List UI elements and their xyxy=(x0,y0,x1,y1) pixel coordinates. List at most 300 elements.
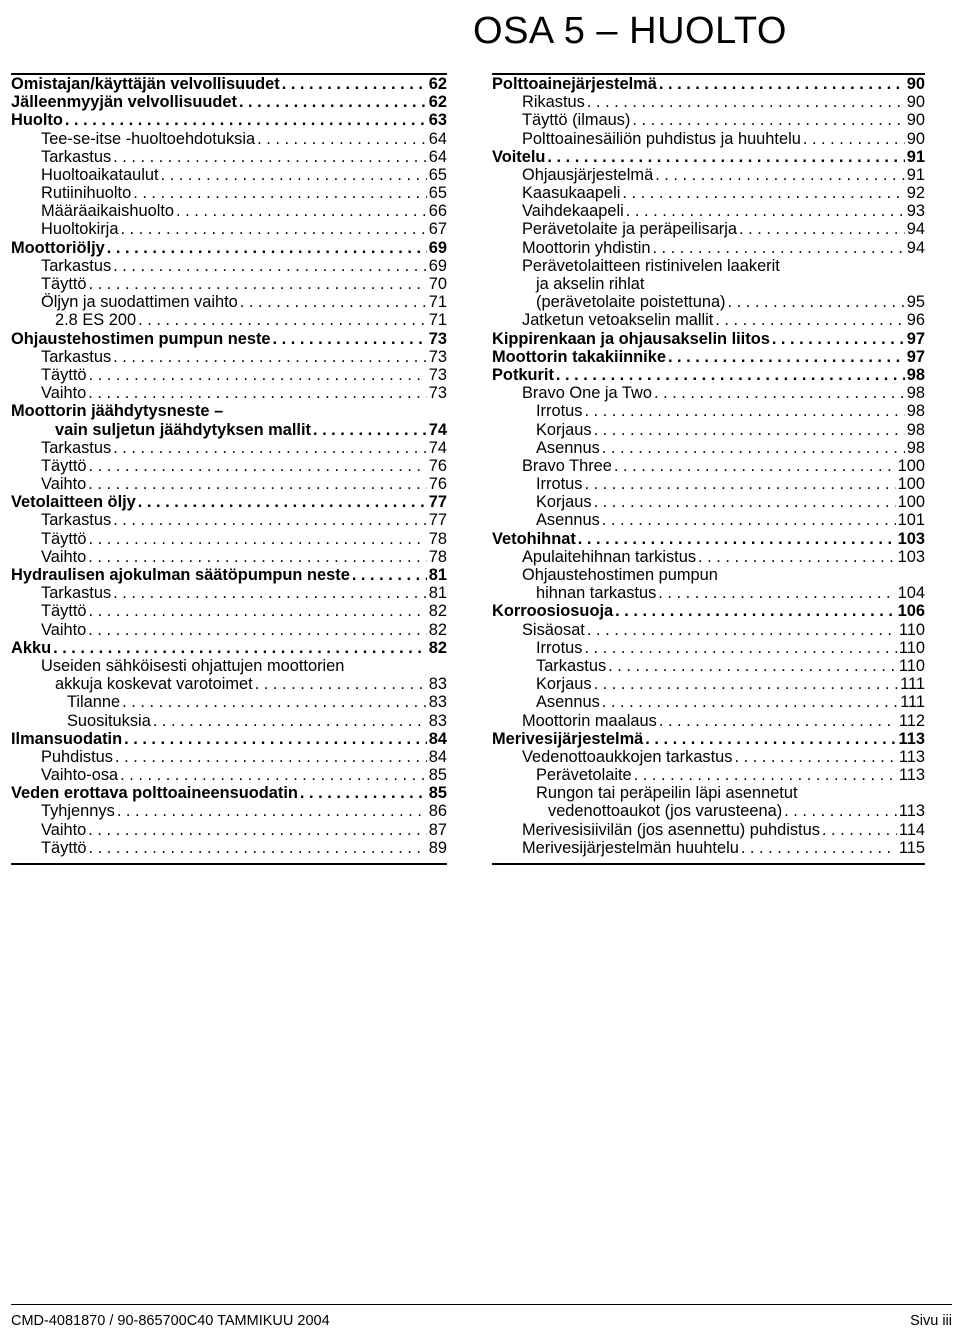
toc-entry xyxy=(11,803,447,821)
toc-entry-title: Polttoainejärjestelmä xyxy=(492,75,657,93)
toc-entry-page: 104 xyxy=(897,584,925,603)
toc-entry-title: Täyttö xyxy=(41,602,87,621)
toc-entry-title: Moottoriöljy xyxy=(11,238,105,257)
dot-leader xyxy=(282,75,427,93)
toc-entry-page: 67 xyxy=(428,220,447,239)
toc-entry-page: 84 xyxy=(428,729,447,748)
toc-entry-title: Suosituksia xyxy=(67,711,151,730)
toc-entry-page: 98 xyxy=(906,402,925,421)
dot-leader xyxy=(784,803,897,821)
toc-entry-title: Täyttö xyxy=(41,456,87,475)
dot-leader xyxy=(107,239,427,257)
toc-entry-title: Vetohihnat xyxy=(492,529,576,548)
toc-entry xyxy=(11,730,447,748)
toc-entry xyxy=(492,839,925,857)
toc-entry-title: Perävetolaite xyxy=(536,766,632,785)
toc-entry xyxy=(11,566,447,584)
toc-entry-title: Tarkastus xyxy=(41,438,112,457)
toc-entry-title: Tee-se-itse -huoltoehdotuksia xyxy=(41,129,256,148)
toc-entry xyxy=(11,657,447,675)
dot-leader xyxy=(626,202,905,220)
toc-entry-page: 65 xyxy=(428,184,447,203)
toc-entry-title: Puhdistus xyxy=(41,747,113,766)
toc-entry xyxy=(11,166,447,184)
dot-leader xyxy=(176,202,427,220)
dot-leader xyxy=(120,766,427,784)
toc-entry-title: Huoltoaikataulut xyxy=(41,165,159,184)
dot-leader xyxy=(614,457,896,475)
dot-leader xyxy=(659,712,897,730)
dot-leader xyxy=(584,475,895,493)
dot-leader xyxy=(741,839,897,857)
dot-leader xyxy=(120,221,426,239)
toc-entry-page: 96 xyxy=(906,311,925,330)
toc-entry xyxy=(492,93,925,111)
toc-entry-page: 101 xyxy=(897,511,925,530)
dot-leader xyxy=(634,766,897,784)
toc-entry xyxy=(11,639,447,657)
toc-entry xyxy=(492,712,925,730)
toc-entry-page: 89 xyxy=(428,838,447,857)
toc-entry-page: 69 xyxy=(428,238,447,257)
toc-entry-title: vain suljetun jäähdytyksen mallit xyxy=(55,420,311,439)
toc-entry-page: 113 xyxy=(898,766,925,785)
toc-entry-title: Kaasukaapeli xyxy=(522,184,621,203)
toc-entry-page: 66 xyxy=(428,202,447,221)
dot-leader xyxy=(124,730,427,748)
dot-leader xyxy=(602,693,898,711)
toc-entry-title: Vaihto-osa xyxy=(41,766,119,785)
toc-entry-page: 111 xyxy=(900,675,925,694)
dot-leader xyxy=(658,584,895,602)
toc-entry xyxy=(492,202,925,220)
dot-leader xyxy=(113,148,427,166)
toc-entry xyxy=(492,402,925,420)
toc-entry xyxy=(492,803,925,821)
toc-entry xyxy=(492,366,925,384)
toc-entry-title: Vaihto xyxy=(41,384,87,403)
toc-entry xyxy=(492,75,925,93)
toc-entry-page: 91 xyxy=(906,165,925,184)
toc-entry-page: 83 xyxy=(428,675,447,694)
dot-leader xyxy=(89,839,427,857)
toc-entry-page: 74 xyxy=(428,420,447,439)
toc-entry xyxy=(11,784,447,802)
toc-entry-page: 100 xyxy=(897,493,925,512)
toc-entry-title: Ilmansuodatin xyxy=(11,729,123,748)
toc-entry-page: 87 xyxy=(428,820,447,839)
dot-leader xyxy=(115,748,427,766)
toc-entry-page: 73 xyxy=(428,384,447,403)
toc-entry-title: Täyttö (ilmaus) xyxy=(522,111,631,130)
dot-leader xyxy=(88,548,427,566)
dot-leader xyxy=(89,457,427,475)
toc-entry-title: Kippirenkaan ja ohjausakselin liitos xyxy=(492,329,770,348)
toc-entry-page: 86 xyxy=(428,802,447,821)
toc-entry xyxy=(492,166,925,184)
dot-leader xyxy=(113,257,427,275)
toc-entry-page: 73 xyxy=(428,347,447,366)
dot-leader xyxy=(735,748,897,766)
toc-entry xyxy=(492,821,925,839)
toc-entry xyxy=(11,93,447,111)
dot-leader xyxy=(138,493,427,511)
toc-entry-title: Sisäosat xyxy=(522,620,585,639)
toc-entry xyxy=(492,621,925,639)
toc-entry-page: 103 xyxy=(897,547,925,566)
toc-entry-page: 77 xyxy=(428,493,447,512)
toc-entry xyxy=(11,530,447,548)
toc-entry-page: 112 xyxy=(898,711,925,730)
page-footer xyxy=(11,1304,952,1329)
dot-leader xyxy=(822,821,897,839)
toc-entry-page: 78 xyxy=(428,547,447,566)
toc-entry-title: Vaihto xyxy=(41,475,87,494)
toc-entry xyxy=(492,257,925,275)
dot-leader xyxy=(88,384,427,402)
dot-leader xyxy=(113,512,427,530)
toc-entry xyxy=(11,293,447,311)
toc-entry-page: 110 xyxy=(898,638,925,657)
toc-entry xyxy=(11,621,447,639)
toc-entry-page: 98 xyxy=(906,420,925,439)
toc-entry-title: Rutiinihuolto xyxy=(41,184,132,203)
dot-leader xyxy=(153,712,427,730)
dot-leader xyxy=(113,584,427,602)
toc-entry xyxy=(11,221,447,239)
toc-entry-title: Merivesisiivilän (jos asennettu) puhdistus xyxy=(522,820,820,839)
toc-entry xyxy=(492,239,925,257)
toc-entry xyxy=(492,748,925,766)
toc-entry-page: 92 xyxy=(906,184,925,203)
toc-entry xyxy=(492,184,925,202)
dot-leader xyxy=(117,803,427,821)
dot-leader xyxy=(608,657,897,675)
toc-entry-title: Akku xyxy=(11,638,52,657)
toc-entry-page: 85 xyxy=(428,766,447,785)
toc-entry xyxy=(11,239,447,257)
toc-entry xyxy=(492,584,925,602)
dot-leader xyxy=(556,366,905,384)
toc-entry xyxy=(11,457,447,475)
toc-entry xyxy=(11,766,447,784)
dot-leader xyxy=(587,621,897,639)
toc-entry xyxy=(492,293,925,311)
toc-entry xyxy=(11,602,447,620)
toc-entry-title: Asennus xyxy=(536,511,600,530)
toc-entry xyxy=(11,402,447,420)
dot-leader xyxy=(632,111,904,129)
toc-column-left xyxy=(11,73,447,865)
dot-leader xyxy=(89,602,427,620)
toc-entry-title: Vaihdekaapeli xyxy=(522,202,624,221)
toc-list xyxy=(492,75,925,857)
page-title: OSA 5 – HUOLTO xyxy=(473,10,787,52)
toc-entry xyxy=(11,75,447,93)
dot-leader xyxy=(728,293,905,311)
toc-entry-page: 74 xyxy=(428,438,447,457)
toc-entry-title: Tarkastus xyxy=(41,147,112,166)
toc-entry xyxy=(11,148,447,166)
dot-leader xyxy=(622,184,904,202)
dot-leader xyxy=(89,366,427,384)
dot-leader xyxy=(133,184,427,202)
toc-entry-title: Vaihto xyxy=(41,547,87,566)
dot-leader xyxy=(654,384,905,402)
toc-entry-page: 94 xyxy=(906,238,925,257)
toc-entry-title: Hydraulisen ajokulman säätöpumpun neste xyxy=(11,566,350,585)
toc-entry xyxy=(492,221,925,239)
toc-entry-page: 62 xyxy=(428,93,447,112)
dot-leader xyxy=(257,130,427,148)
dot-leader xyxy=(547,148,904,166)
toc-entry xyxy=(492,657,925,675)
toc-entry-page: 71 xyxy=(428,311,447,330)
toc-entry-page: 103 xyxy=(897,529,925,548)
toc-entry-title: Vedenottoaukkojen tarkastus xyxy=(522,747,733,766)
toc-entry-title: Tarkastus xyxy=(41,347,112,366)
dot-leader xyxy=(587,93,905,111)
dot-leader xyxy=(138,311,427,329)
toc-entry-title: Vaihto xyxy=(41,620,87,639)
toc-entry xyxy=(492,602,925,620)
dot-leader xyxy=(273,330,427,348)
toc-entry-title: Voitelu xyxy=(492,147,546,166)
dot-leader xyxy=(89,275,427,293)
toc-entry-page: 113 xyxy=(898,802,925,821)
toc-entry-page: 69 xyxy=(428,256,447,275)
toc-entry xyxy=(11,111,447,129)
dot-leader xyxy=(645,730,896,748)
dot-leader xyxy=(652,239,904,257)
toc-entry-page: 65 xyxy=(428,165,447,184)
toc-entry-title: Rungon tai peräpeilin läpi asennetut xyxy=(536,784,798,803)
dot-leader xyxy=(698,548,896,566)
toc-entry xyxy=(11,202,447,220)
toc-entry-title: Useiden sähköisesti ohjattujen moottorien xyxy=(41,657,345,675)
toc-entry-title: Irrotus xyxy=(536,638,583,657)
toc-entry-page: 93 xyxy=(906,202,925,221)
toc-entry-title: Tarkastus xyxy=(41,511,112,530)
toc-entry-page: 81 xyxy=(428,566,447,585)
toc-entry-title: Polttoainesäiliön puhdistus ja huuhtelu xyxy=(522,129,801,148)
toc-entry-title: Perävetolaitteen ristinivelen laakerit xyxy=(522,256,780,275)
toc-entry xyxy=(492,275,925,293)
dot-leader xyxy=(113,439,427,457)
toc-entry-title: Jatketun vetoakselin mallit xyxy=(522,311,714,330)
toc-entry-title: Täyttö xyxy=(41,838,87,857)
toc-entry-page: 97 xyxy=(906,329,925,348)
toc-entry-page: 91 xyxy=(906,147,925,166)
dot-leader xyxy=(65,111,427,129)
document-code: CMD-4081870 / 90-865700C40 TAMMIKUU 2004 xyxy=(11,1313,330,1329)
toc-entry-page: 98 xyxy=(906,366,925,384)
toc-entry-page: 98 xyxy=(906,384,925,403)
toc-entry xyxy=(11,330,447,348)
toc-entry xyxy=(11,548,447,566)
toc-entry xyxy=(492,384,925,402)
dot-leader xyxy=(602,439,905,457)
toc-entry xyxy=(492,730,925,748)
toc-entry-page: 90 xyxy=(906,129,925,148)
dot-leader xyxy=(803,130,905,148)
toc-entry xyxy=(492,675,925,693)
toc-entry-title: Korjaus xyxy=(536,675,592,694)
dot-leader xyxy=(161,166,427,184)
toc-entry-title: Asennus xyxy=(536,693,600,712)
toc-entry xyxy=(11,584,447,602)
bottom-rule xyxy=(492,863,925,865)
dot-leader xyxy=(739,221,905,239)
toc-entry-page: 98 xyxy=(906,438,925,457)
dot-leader xyxy=(313,421,427,439)
dot-leader xyxy=(584,639,896,657)
toc-entry xyxy=(492,421,925,439)
toc-entry-page: 82 xyxy=(428,620,447,639)
toc-entry-title: Tilanne xyxy=(67,693,121,712)
toc-entry-page: 78 xyxy=(428,529,447,548)
toc-entry-title: Määräaikaishuolto xyxy=(41,202,175,221)
dot-leader xyxy=(122,693,427,711)
toc-entry-title: Moottorin maalaus xyxy=(522,711,657,730)
toc-entry xyxy=(492,148,925,166)
toc-entry-page: 70 xyxy=(428,275,447,294)
toc-entry-page: 77 xyxy=(428,511,447,530)
toc-entry-title: Vetolaitteen öljy xyxy=(11,493,136,512)
toc-entry xyxy=(492,566,925,584)
dot-leader xyxy=(615,602,896,620)
toc-entry xyxy=(11,184,447,202)
toc-entry-title: Moottorin yhdistin xyxy=(522,238,651,257)
toc-entry-title: Ohjaustehostimen pumpun neste xyxy=(11,329,271,348)
toc-entry xyxy=(492,330,925,348)
toc-entry-title: ja akselin rihlat xyxy=(536,275,645,294)
toc-entry-title: Irrotus xyxy=(536,402,583,421)
toc-entry-page: 90 xyxy=(906,111,925,130)
dot-leader xyxy=(89,530,427,548)
page-number: Sivu iii xyxy=(910,1313,952,1329)
toc-entry-title: Moottorin jäähdytysneste – xyxy=(11,402,224,421)
toc-entry xyxy=(492,457,925,475)
toc-entry-title: Korjaus xyxy=(536,420,592,439)
dot-leader xyxy=(53,639,427,657)
toc-entry xyxy=(492,784,925,802)
toc-entry-page: 84 xyxy=(428,747,447,766)
toc-entry xyxy=(492,693,925,711)
toc-entry-title: Veden erottava polttoaineensuodatin xyxy=(11,784,298,803)
toc-entry xyxy=(492,475,925,493)
toc-entry-title: Huoltokirja xyxy=(41,220,119,239)
toc-entry xyxy=(11,311,447,329)
toc-entry xyxy=(11,493,447,511)
toc-entry-title: Tarkastus xyxy=(536,657,607,675)
dot-leader xyxy=(578,530,896,548)
dot-leader xyxy=(88,621,427,639)
toc-entry-title: akkuja koskevat varotoimet xyxy=(55,675,253,694)
toc-entry xyxy=(11,693,447,711)
toc-entry-title: Ohjausjärjestelmä xyxy=(522,165,654,184)
dot-leader xyxy=(300,784,427,802)
toc-entry xyxy=(11,421,447,439)
dot-leader xyxy=(88,475,427,493)
toc-entry-title: Bravo One ja Two xyxy=(522,384,652,403)
toc-entry-title: Jälleenmyyjän velvollisuudet xyxy=(11,93,237,112)
toc-entry xyxy=(11,712,447,730)
toc-entry xyxy=(492,493,925,511)
toc-entry-page: 76 xyxy=(428,456,447,475)
dot-leader xyxy=(594,675,899,693)
toc-entry-page: 73 xyxy=(428,329,447,348)
toc-entry-title: (perävetolaite poistettuna) xyxy=(536,293,726,312)
toc-entry xyxy=(11,675,447,693)
toc-entry-page: 82 xyxy=(428,638,447,657)
toc-entry-page: 63 xyxy=(428,111,447,130)
toc-entry-page: 64 xyxy=(428,129,447,148)
dot-leader xyxy=(255,675,427,693)
toc-entry-title: Ohjaustehostimen pumpun xyxy=(522,566,718,585)
toc-entry xyxy=(11,130,447,148)
toc-entry-title: Merivesijärjestelmä xyxy=(492,729,644,748)
toc-entry-title: Potkurit xyxy=(492,366,554,384)
toc-entry-page: 95 xyxy=(906,293,925,312)
toc-entry-title: 2.8 ES 200 xyxy=(55,311,137,330)
toc-entry-page: 113 xyxy=(898,729,925,748)
toc-entry-page: 94 xyxy=(906,220,925,239)
dot-leader xyxy=(88,821,427,839)
toc-entry xyxy=(492,130,925,148)
toc-entry xyxy=(492,766,925,784)
dot-leader xyxy=(352,566,427,584)
toc-entry xyxy=(11,366,447,384)
toc-entry-page: 76 xyxy=(428,475,447,494)
toc-column-right xyxy=(492,73,925,865)
toc-entry-title: Omistajan/käyttäjän velvollisuudet xyxy=(11,75,280,93)
toc-entry-title: Huolto xyxy=(11,111,63,130)
toc-entry xyxy=(492,439,925,457)
toc-entry-page: 64 xyxy=(428,147,447,166)
dot-leader xyxy=(655,166,905,184)
toc-entry-title: Tyhjennys xyxy=(41,802,115,821)
toc-entry-page: 73 xyxy=(428,366,447,384)
toc-entry xyxy=(492,548,925,566)
toc-entry-page: 100 xyxy=(897,456,925,475)
toc-entry-page: 113 xyxy=(898,747,925,766)
dot-leader xyxy=(668,348,905,366)
toc-entry-title: Öljyn ja suodattimen vaihto xyxy=(41,293,238,312)
toc-entry xyxy=(11,748,447,766)
toc-entry xyxy=(11,821,447,839)
toc-entry-page: 82 xyxy=(428,602,447,621)
toc-entry-page: 62 xyxy=(428,75,447,93)
toc-entry-title: vedenottoaukot (jos varusteena) xyxy=(548,802,783,821)
toc-entry-page: 111 xyxy=(900,693,925,712)
toc-entry-title: Korroosiosuoja xyxy=(492,602,614,621)
toc-entry-title: hihnan tarkastus xyxy=(536,584,657,603)
toc-entry-title: Irrotus xyxy=(536,475,583,494)
toc-entry-title: Tarkastus xyxy=(41,256,112,275)
toc-entry-page: 81 xyxy=(428,584,447,603)
toc-entry-page: 83 xyxy=(428,693,447,712)
toc-entry-page: 97 xyxy=(906,347,925,366)
toc-entry xyxy=(11,475,447,493)
dot-leader xyxy=(659,75,905,93)
toc-entry-page: 90 xyxy=(906,75,925,93)
toc-entry-title: Rikastus xyxy=(522,93,585,112)
toc-list xyxy=(11,75,447,857)
toc-entry-title: Apulaitehihnan tarkistus xyxy=(522,547,697,566)
toc-entry-page: 110 xyxy=(898,657,925,675)
toc-entry-page: 100 xyxy=(897,475,925,494)
